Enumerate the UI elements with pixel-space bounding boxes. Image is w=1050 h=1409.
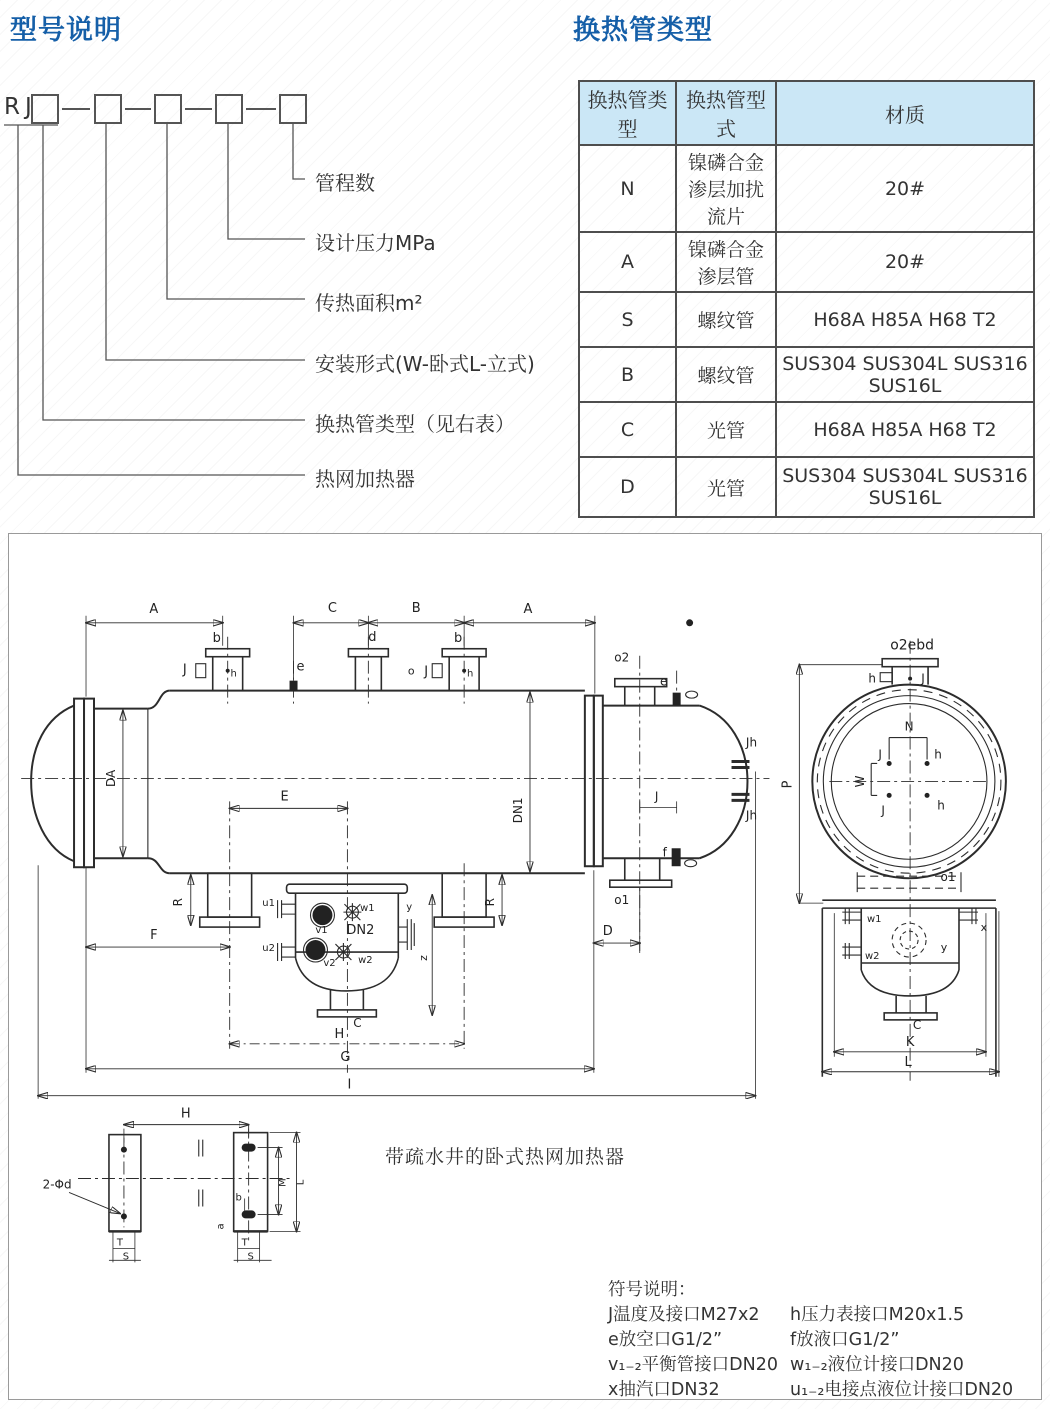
drawing-label: J [424, 664, 429, 680]
drawing-label: A [149, 601, 159, 617]
drawing-label: o1 [940, 870, 956, 885]
drawing-label: b [212, 630, 221, 646]
drawing-label: F [150, 928, 158, 944]
table-cell: N [579, 145, 676, 232]
drawing-label: P [780, 780, 796, 789]
drawing-label: H [334, 1026, 345, 1042]
table-cell: 20# [776, 232, 1034, 292]
drawing-label: C [327, 600, 337, 616]
table-cell: SUS304 SUS304L SUS316 SUS16L [776, 347, 1034, 402]
tube-table-title: 换热管类型 [573, 15, 713, 46]
drawing-label: S [122, 1251, 130, 1263]
heater-drawing [9, 534, 1041, 1399]
drawing-label: L [904, 1054, 912, 1070]
table-row [579, 347, 1034, 402]
table-header-cell: 材质 [776, 81, 1034, 145]
table-cell: C [579, 402, 676, 457]
drawing-label: w1 [866, 914, 882, 926]
drawing-label: h [937, 798, 945, 813]
drawing-label: x [980, 921, 988, 935]
drawing-label: u2 [262, 943, 275, 955]
drawing-label: J [182, 662, 187, 678]
saddle-supports [200, 873, 494, 927]
drawing-label: DN2 [346, 923, 375, 939]
drawing-label: J [654, 789, 659, 804]
drawing-label: w2 [358, 955, 373, 967]
model-label-heater: 热网加热器 [315, 467, 415, 491]
drawing-label: w2 [864, 951, 880, 963]
drawing-label: R [170, 897, 185, 907]
drawing-label: DA [103, 769, 118, 788]
table-cell: H68A H85A H68 T2 [776, 292, 1034, 347]
drawing-label: J [881, 803, 885, 818]
drawing-label: J [878, 747, 882, 762]
drawing-label: B [411, 600, 421, 616]
drawing-label: h [868, 671, 876, 686]
table-header-row [579, 81, 1034, 145]
table-row [579, 292, 1034, 347]
drawing-label: N [904, 719, 914, 734]
drawing-label: e [659, 674, 668, 689]
table-header-cell: 换热管类型 [579, 81, 676, 145]
drawing-label: G [340, 1049, 351, 1065]
drawing-label: K [905, 1034, 915, 1050]
model-label-tube-passes: 管程数 [315, 171, 375, 195]
table-header-cell: 换热管型式 [676, 81, 776, 145]
drawing-label: R [483, 897, 498, 907]
drawing-label: Jh [745, 808, 758, 823]
symbol-legend [608, 1278, 1013, 1403]
table-row [579, 145, 1034, 232]
drawing-label: W [853, 775, 868, 788]
table-cell: D [579, 457, 676, 517]
drawing-label: y [940, 941, 948, 955]
table-cell: 镍磷合金渗层加扰流片 [676, 145, 776, 232]
model-code-diagram [0, 80, 560, 500]
model-label-design-pressure: 设计压力MPa [315, 231, 436, 255]
drawing-label: C [912, 1017, 922, 1032]
drawing-label: I [347, 1077, 352, 1093]
legend-item: w₁₋₂液位计接口DN20 [790, 1355, 964, 1375]
table-cell: 20# [776, 145, 1034, 232]
legend-item: J温度及接口M27x2 [608, 1305, 760, 1325]
drawing-label: w1 [360, 903, 375, 915]
drawing-label: d [368, 629, 377, 645]
drawing-label: z [417, 955, 431, 961]
model-section-title: 型号说明 [10, 15, 122, 46]
tube-type-table [578, 80, 1035, 518]
model-label-heat-area: 传热面积m² [315, 291, 423, 315]
drawing-label: h [230, 668, 237, 680]
drawing-label: S [247, 1251, 254, 1263]
drain-pot-side [278, 884, 415, 1017]
table-row [579, 457, 1034, 517]
drawing-label: o2 [614, 650, 630, 665]
model-label-install-form: 安装形式(W-卧式L-立式) [315, 352, 535, 376]
drawing-label: h [466, 668, 474, 680]
drawing-label: o2ebd [890, 637, 934, 654]
model-code-boxes [32, 95, 306, 123]
drawing-label: Jh [745, 735, 758, 750]
model-code-prefix: RJ [4, 94, 37, 120]
drawing-label: E [280, 789, 289, 805]
model-label-tube-type: 换热管类型（见右表） [315, 412, 515, 436]
drawing-label: e [296, 659, 305, 675]
drawing-label: L [295, 1179, 307, 1186]
drawing-label: T [241, 1237, 248, 1249]
drawing-caption: 带疏水井的卧式热网加热器 [385, 1146, 626, 1168]
drawing-label: A [523, 601, 533, 617]
legend-rows [608, 1303, 1013, 1403]
drawing-label: b [454, 630, 463, 646]
table-cell: H68A H85A H68 T2 [776, 402, 1034, 457]
drawing-label: o [407, 664, 415, 678]
legend-item: e放空口G1/2” [608, 1330, 723, 1350]
drawing-label: 2-Φd [42, 1177, 72, 1192]
drawing-label: C [353, 1015, 362, 1030]
support-plate-details [109, 1133, 268, 1232]
table-cell: 镍磷合金渗层管 [676, 232, 776, 292]
drawing-label: DN1 [511, 797, 526, 824]
drawing-label: M [277, 1178, 289, 1187]
nozzles [206, 649, 750, 887]
table-row [579, 402, 1034, 457]
drawing-label: u1 [262, 898, 275, 910]
table-cell: SUS304 SUS304L SUS316 SUS16L [776, 457, 1034, 517]
drawing-label: v2 [323, 958, 336, 970]
drawing-label: y [406, 902, 413, 914]
legend-item: u₁₋₂电接点液位计接口DN20 [790, 1380, 1014, 1400]
model-code-leaders [4, 123, 305, 475]
legend-title: 符号说明： [608, 1280, 696, 1300]
dimension-lines [38, 623, 999, 1232]
table-cell: A [579, 232, 676, 292]
drawing-panel [8, 533, 1042, 1400]
legend-item: x抽汽口DN32 [608, 1380, 720, 1400]
table-cell: S [579, 292, 676, 347]
table-cell: 螺纹管 [676, 347, 776, 402]
table-cell: 螺纹管 [676, 292, 776, 347]
legend-item: h压力表接口M20x1.5 [790, 1305, 965, 1325]
legend-item: f放液口G1/2” [790, 1330, 900, 1350]
drawing-label: o1 [614, 893, 630, 908]
drawing-label: f [662, 845, 667, 860]
drawing-label: a [215, 1223, 227, 1230]
drawing-label: b [235, 1192, 242, 1204]
legend-item: v₁₋₂平衡管接口DN20 [608, 1355, 778, 1375]
drawing-label: T [116, 1237, 123, 1249]
table-row [579, 232, 1034, 292]
drawing-label: v1 [315, 925, 328, 937]
drawing-label: D [602, 924, 613, 940]
tube-table-body [579, 145, 1034, 517]
table-cell: 光管 [676, 402, 776, 457]
table-cell: B [579, 347, 676, 402]
drawing-label: h [934, 747, 942, 762]
drawing-label: J [921, 671, 925, 686]
drawing-label: H [180, 1106, 191, 1122]
table-cell: 光管 [676, 457, 776, 517]
